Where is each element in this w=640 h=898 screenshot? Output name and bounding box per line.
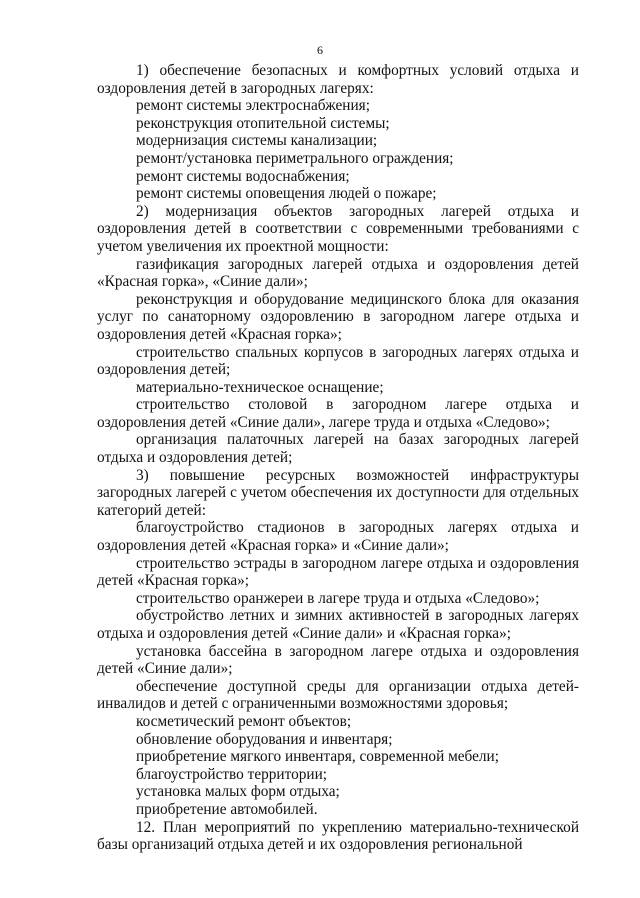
paragraph: 2) модернизация объектов загородных лагерей отдыха и оздоровления детей в соответствии с современными требованиями с учетом увеличения их проектной мощности: <box>97 202 579 255</box>
paragraph: благоустройство территории; <box>136 765 328 783</box>
paragraph: реконструкция и оборудование медицинского блока для оказания услуг по санаторному оздоровлению в загородном лагере отдыха и оздоровления детей «Красная горка»; <box>97 290 579 343</box>
document-body <box>97 62 579 854</box>
paragraph: благоустройство стадионов в загородных лагерях отдыха и оздоровления детей «Красная горка» и «Синие дали»; <box>97 519 579 555</box>
paragraph: организация палаточных лагерей на базах загородных лагерей отдыха и оздоровления детей; <box>97 431 579 467</box>
paragraph: обновление оборудования и инвентаря; <box>136 730 393 748</box>
paragraph: приобретение автомобилей. <box>136 800 318 818</box>
paragraph: реконструкция отопительной системы; <box>136 114 390 132</box>
paragraph: газификация загородных лагерей отдыха и оздоровления детей «Красная горка», «Синие дали»; <box>97 255 579 291</box>
paragraph: ремонт системы электроснабжения; <box>136 97 370 115</box>
paragraph: установка бассейна в загородном лагере отдыха и оздоровления детей «Синие дали»; <box>97 642 579 678</box>
paragraph: строительство эстрады в загородном лагере отдыха и оздоровления детей «Красная горка»; <box>97 554 579 590</box>
paragraph: строительство оранжереи в лагере труда и отдыха «Следово»; <box>136 589 540 607</box>
paragraph: строительство столовой в загородном лагере отдыха и оздоровления детей «Синие дали», лагере труда и отдыха «Следово»; <box>97 396 579 431</box>
paragraph: ремонт/установка периметрального ограждения; <box>136 149 454 167</box>
paragraph: ремонт системы оповещения людей о пожаре; <box>136 185 437 203</box>
paragraph: строительство спальных корпусов в загородных лагерях отдыха и оздоровления детей; <box>97 343 579 379</box>
paragraph: косметический ремонт объектов; <box>136 712 352 730</box>
page-number: 6 <box>317 43 323 57</box>
paragraph: обеспечение доступной среды для организации отдыха детей-инвалидов и детей с ограниченными возможностями здоровья; <box>97 677 579 713</box>
paragraph: обустройство летних и зимних активностей в загородных лагерях отдыха и оздоровления детей «Синие дали» и «Красная горка»; <box>97 607 579 642</box>
paragraph: модернизация системы канализации; <box>136 132 378 150</box>
paragraph: 1) обеспечение безопасных и комфортных условий отдыха и оздоровления детей в загородных лагерях: <box>97 62 579 97</box>
paragraph: ремонт системы водоснабжения; <box>136 167 350 185</box>
paragraph: приобретение мягкого инвентаря, современной мебели; <box>136 748 499 766</box>
paragraph: 12. План мероприятий по укреплению материально-технической базы организаций отдыха детей и их оздоровления региональной <box>97 818 579 854</box>
paragraph: материально-техническое оснащение; <box>136 378 384 396</box>
paragraph: установка малых форм отдыха; <box>136 783 340 801</box>
paragraph: 3) повышение ресурсных возможностей инфраструктуры загородных лагерей с учетом обеспечения их доступности для отдельных категорий детей: <box>97 466 579 519</box>
